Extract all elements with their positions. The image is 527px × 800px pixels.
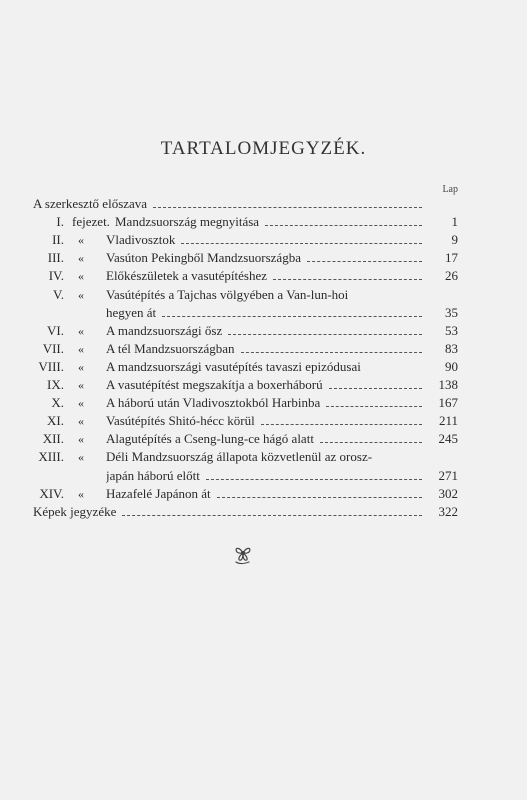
toc-entry-title: Alagutépítés a Cseng-lung-ce hágó alatt [106, 431, 314, 447]
toc-entry [106, 430, 426, 448]
chapter-number: I. [56, 214, 64, 230]
ditto-mark: « [78, 359, 84, 374]
page-number: 9 [451, 232, 458, 248]
ditto-mark: « [78, 251, 84, 266]
toc-row [0, 286, 527, 304]
page-number: 17 [445, 250, 458, 266]
dot-leader [265, 225, 422, 226]
toc-entry [33, 195, 426, 213]
toc-entry [106, 249, 426, 267]
page-column-header: Lap [442, 184, 458, 195]
chapter-number: VI. [47, 322, 64, 338]
ditto-mark: « [78, 341, 84, 356]
toc-row [0, 322, 527, 340]
toc-row [0, 485, 527, 503]
toc-entry-title: A háború után Vladivosztokból Harbinba [106, 395, 321, 411]
ditto-mark: « [78, 414, 84, 429]
ditto-mark: « [78, 396, 84, 411]
ditto-mark: « [78, 287, 84, 302]
toc-entry-title: A vasutépítést megszakítja a boxerháború [106, 377, 323, 392]
toc-entry [106, 267, 426, 285]
toc-row [0, 412, 527, 430]
dot-leader [206, 479, 422, 480]
toc-row [0, 267, 527, 285]
toc-entry [106, 485, 426, 503]
toc-entry [106, 412, 426, 430]
page-title: TARTALOMJEGYZÉK. [160, 138, 367, 159]
toc-entry-title: Hazafelé Japánon át [106, 485, 211, 501]
toc-entry-title: A tél Mandzsuországban [106, 340, 235, 356]
page-number: 53 [445, 322, 458, 338]
page-number: 83 [445, 340, 458, 356]
dot-leader [181, 243, 422, 244]
toc-entry [106, 340, 426, 358]
chapter-number: IV. [48, 268, 64, 284]
toc-entry [106, 394, 426, 412]
chapter-number: III. [47, 250, 64, 266]
page-number: 302 [438, 485, 458, 501]
chapter-number: II. [52, 232, 64, 248]
chapter-number: V. [53, 286, 64, 302]
toc-entry-title: A mandzsuországi ősz [106, 322, 223, 338]
page-number: 245 [438, 431, 458, 447]
dot-leader [320, 442, 422, 443]
dot-leader [153, 207, 422, 208]
chapter-number: XI. [47, 413, 64, 429]
toc-row [0, 448, 527, 466]
dot-leader [217, 497, 422, 498]
toc-row [0, 394, 527, 412]
ditto-mark: « [78, 323, 84, 338]
toc-row [0, 340, 527, 358]
dot-leader [162, 316, 422, 317]
toc-entry-title: Vasúton Pekingből Mandzsuországba [106, 250, 301, 266]
page-number: 211 [438, 413, 458, 429]
ditto-mark: « [78, 450, 84, 465]
page-number: 26 [445, 268, 458, 284]
chapter-number: XIV. [39, 485, 64, 501]
toc-entry [106, 358, 426, 376]
ditto-mark: « [78, 378, 84, 392]
dot-leader [122, 515, 422, 516]
toc-entry [106, 304, 426, 322]
page-number: 35 [445, 304, 458, 320]
toc-entry-title: Vasútépítés Shitó-hécc körül [106, 413, 255, 429]
toc-entry [106, 448, 426, 466]
chapter-number: VII. [42, 340, 64, 356]
toc-row [0, 358, 527, 376]
chapter-number: XIII. [38, 449, 64, 465]
toc-row [0, 376, 527, 394]
toc-entry [106, 286, 426, 304]
dot-leader [261, 424, 422, 425]
ditto-mark: « [78, 233, 84, 248]
dot-leader [241, 352, 422, 353]
toc-entry-title: Déli Mandzsuország állapota közvetlenül az orosz- [106, 449, 373, 465]
page-number: 1 [451, 214, 458, 230]
toc-entry-title: Mandzsuország megnyitása [115, 214, 260, 230]
toc-entry-title: Vasútépítés a Tajchas völgyében a Van-lun-hoi [106, 286, 349, 302]
floral-ornament-icon [230, 540, 256, 566]
toc-entry-title: A szerkesztő előszava [33, 196, 148, 211]
dot-leader [228, 334, 422, 335]
toc-entry [106, 231, 426, 249]
toc-row [0, 249, 527, 267]
ditto-mark: « [78, 432, 84, 447]
toc-row [0, 430, 527, 448]
toc-row [0, 467, 527, 485]
toc-entry-title: Vladivosztok [106, 232, 176, 248]
toc-entry [33, 503, 426, 521]
toc-row [0, 213, 527, 231]
chapter-number: XII. [42, 431, 64, 447]
ditto-mark: « [78, 269, 84, 284]
dot-leader [329, 388, 422, 389]
toc-row [0, 195, 527, 213]
page-number: 322 [438, 503, 458, 519]
page-number: 138 [438, 377, 458, 392]
toc-entry [106, 322, 426, 340]
toc-row [0, 503, 527, 521]
chapter-word: fejezet. [72, 214, 110, 230]
toc-entry-title: A mandzsuországi vasutépítés tavaszi epizódusai [106, 358, 361, 374]
ditto-mark: « [78, 486, 84, 501]
toc-entry [106, 376, 426, 394]
page-number: 90 [445, 358, 458, 374]
toc-entry [106, 467, 426, 485]
toc-entry [115, 213, 426, 231]
toc-entry-title: japán háború előtt [106, 467, 200, 483]
chapter-number: X. [51, 395, 64, 411]
dot-leader [326, 406, 422, 407]
toc-row [0, 231, 527, 249]
toc-row [0, 304, 527, 322]
dot-leader [273, 279, 422, 280]
toc-entry-title: hegyen át [106, 304, 157, 320]
toc-entry-title: Képek jegyzéke [33, 503, 117, 519]
page-number: 271 [438, 467, 458, 483]
chapter-number: IX. [47, 377, 64, 392]
toc-entry-title: Előkészületek a vasutépítéshez [106, 268, 267, 284]
dot-leader [307, 261, 422, 262]
chapter-number: VIII. [38, 358, 64, 374]
page-number: 167 [438, 395, 458, 411]
